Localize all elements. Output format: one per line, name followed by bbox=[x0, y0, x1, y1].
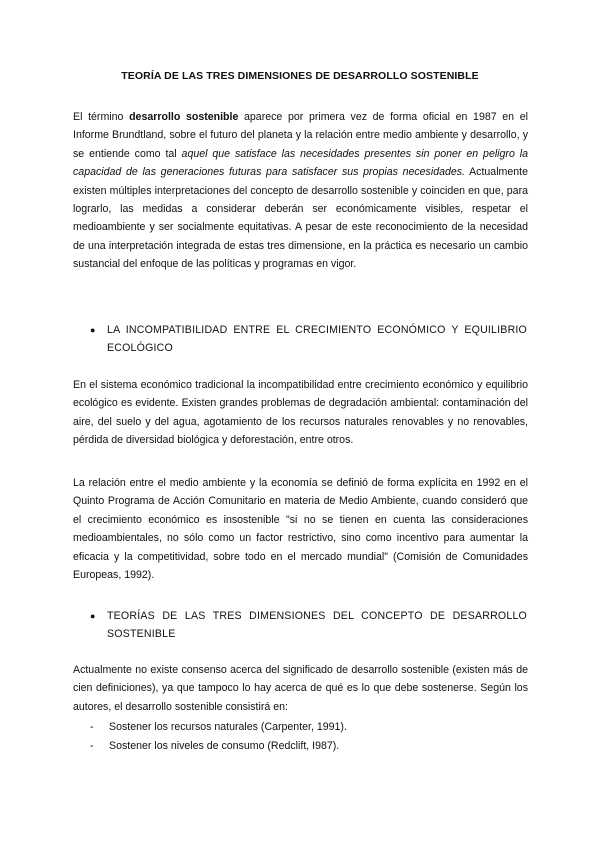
intro-text-end: Actualmente existen múltiples interpretaciones del concepto de desarrollo sostenible y coinciden en que, para lograrlo, las medidas a considerar deberán ser económicamente visibles, respetar el medioambiente y ser socialmente equitativas. A pesar de este reconocimiento de la necesidad de una interpretación integrada de estas tres dimensione, en la práctica es necesario un cambio sustancial del enfoque de las políticas y programas en vigor. bbox=[73, 166, 528, 271]
paragraph-consensus: Actualmente no existe consenso acerca del significado de desarrollo sostenible (existen más de cien definiciones), ya que tampoco lo hay acerca de qué es lo que debe sostenerse. Según los autores, el desarrollo sostenible consistirá en: bbox=[73, 664, 528, 713]
intro-text-middle: aparece por primera vez de forma oficial en 1987 en el Informe Brundtland, sobre el futuro del planeta y la relación entre medio ambiente y desarrollo, y se entiende como tal bbox=[73, 111, 528, 160]
list-item-text: Sostener los recursos naturales (Carpenter, 1991). bbox=[109, 721, 347, 733]
bullet-icon: ● bbox=[90, 325, 96, 335]
document-title: TEORÍA DE LAS TRES DIMENSIONES DE DESARROLLO SOSTENIBLE bbox=[121, 70, 479, 82]
bullet-heading-text: TEORÍAS DE LAS TRES DIMENSIONES DEL CONCEPTO DE DESARROLLO SOSTENIBLE bbox=[107, 610, 527, 640]
intro-text-start: El término bbox=[73, 111, 130, 123]
dash-marker: - bbox=[90, 740, 94, 752]
dash-marker: - bbox=[90, 721, 94, 733]
bullet-icon: ● bbox=[90, 611, 96, 621]
paragraph-economic-system: En el sistema económico tradicional la incompatibilidad entre crecimiento económico y equilibrio ecológico es evidente. Existen grandes problemas de degradación ambiental: contaminación del aire, del suelo y del agua, agotamiento de los recursos naturales renovables y no renovables, pérdida de diversidad biológica y deforestación, entre otros. bbox=[73, 379, 528, 447]
paragraph-environment-economy: La relación entre el medio ambiente y la economía se definió de forma explícita en 1992 en el Quinto Programa de Acción Comunitario en materia de Medio Ambiente, cuando consideró que el crecimiento económico es insostenible "si no se tienen en cuenta las consideraciones medioambientales, no sólo como un factor restrictivo, sino como incentivo para aumentar la eficacia y la competitividad, sobre todo en el mercado mundial" (Comisión de Comunidades Europeas, 1992). bbox=[73, 477, 528, 582]
list-item-text: Sostener los niveles de consumo (Redclift, I987). bbox=[109, 740, 340, 752]
intro-bold-term: desarrollo sostenible bbox=[129, 111, 239, 123]
bullet-heading-text: LA INCOMPATIBILIDAD ENTRE EL CRECIMIENTO ECONÓMICO Y EQUILIBRIO ECOLÓGICO bbox=[107, 324, 527, 354]
paragraph-intro bbox=[73, 108, 528, 274]
intro-italic-definition: aquel que satisface las necesidades presentes sin poner en peligro la capacidad de las generaciones futuras para satisfacer sus propias necesidades. bbox=[73, 147, 528, 179]
